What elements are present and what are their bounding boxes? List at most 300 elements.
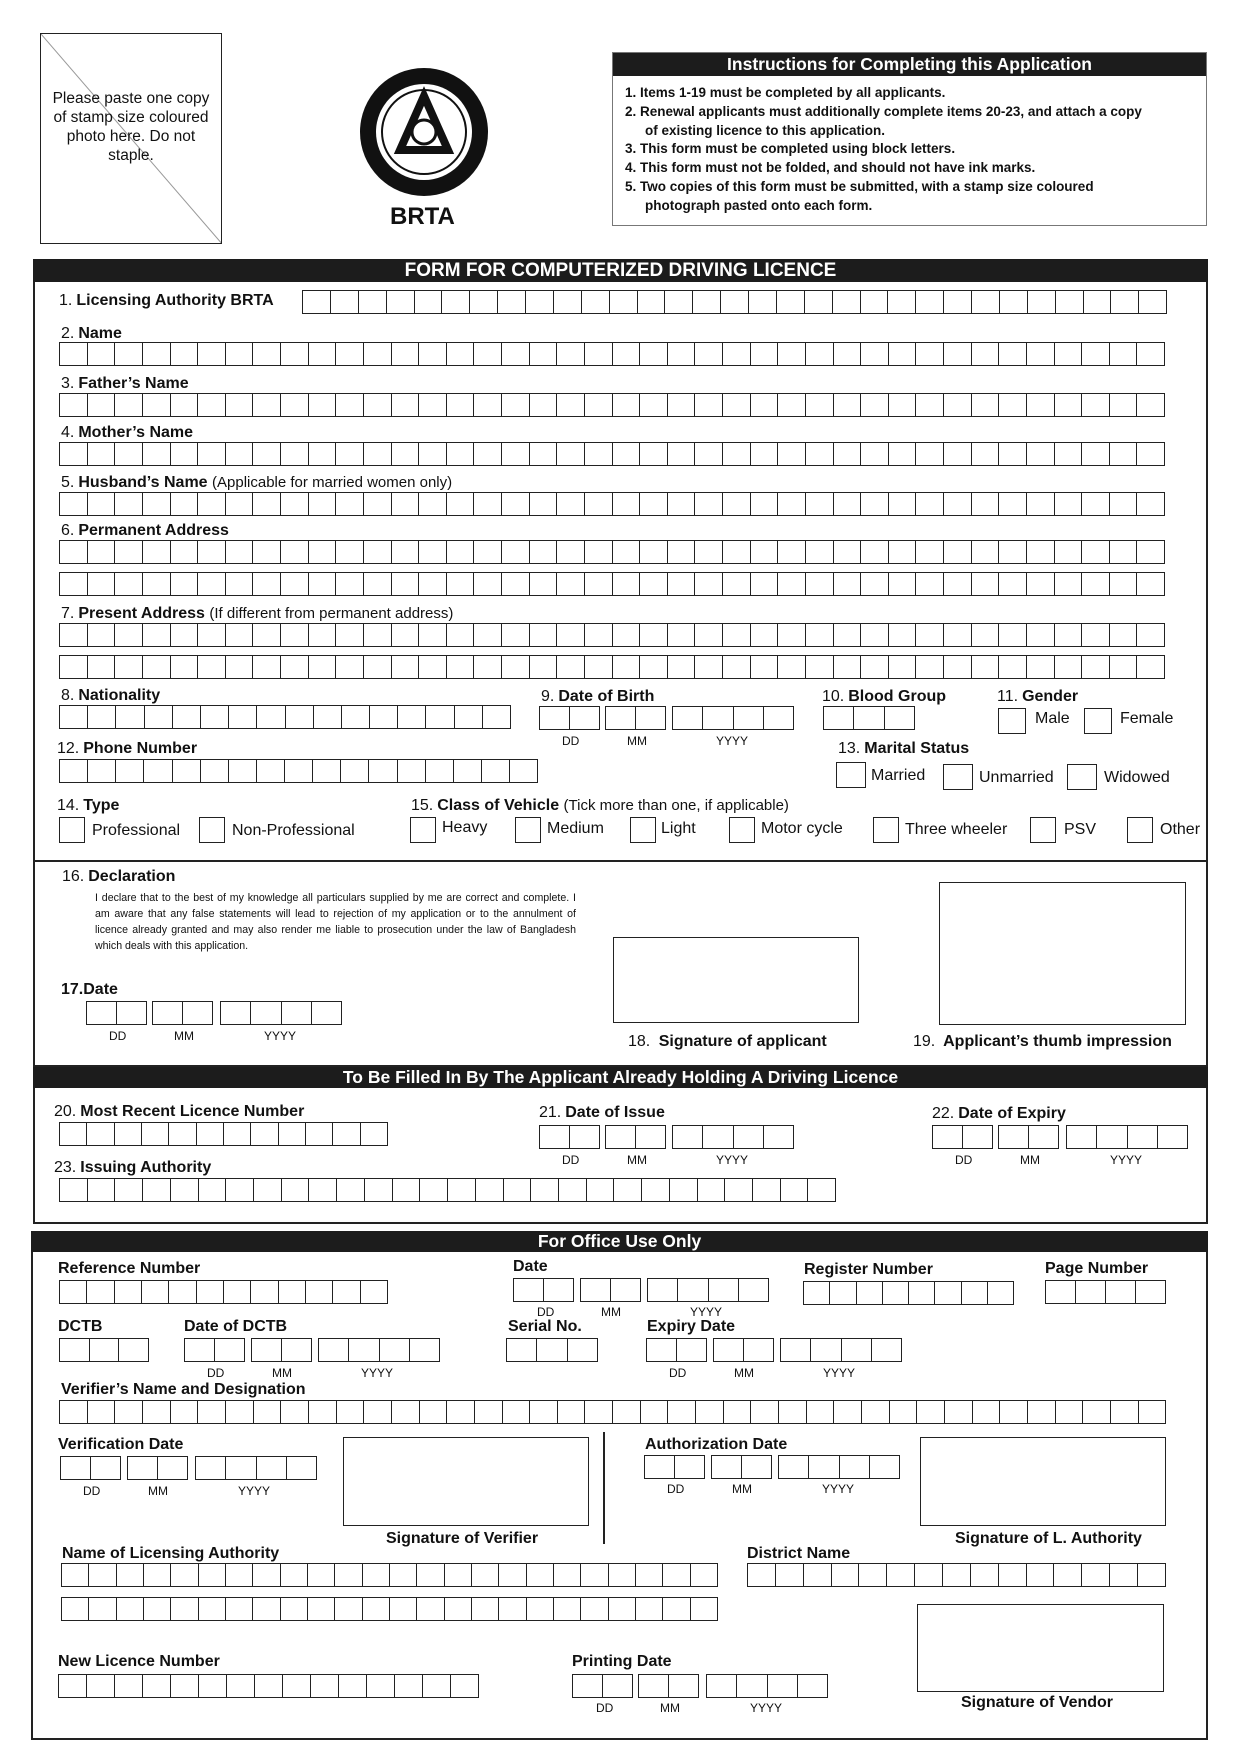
char-cell[interactable] (60, 760, 88, 782)
char-cell[interactable] (363, 1564, 390, 1586)
char-cell[interactable] (832, 1564, 860, 1586)
char-cell[interactable] (889, 573, 917, 595)
char-cell[interactable] (691, 1598, 718, 1620)
char-cell[interactable] (257, 760, 285, 782)
char-cell[interactable] (309, 573, 337, 595)
char-cell[interactable] (88, 493, 116, 515)
char-cell[interactable] (257, 706, 285, 728)
issue-date-yyyy[interactable] (672, 1125, 794, 1149)
char-cell[interactable] (502, 624, 530, 646)
char-cell[interactable] (1027, 343, 1055, 365)
char-cell[interactable] (171, 541, 199, 563)
char-cell[interactable] (442, 291, 470, 313)
char-cell[interactable] (889, 624, 917, 646)
char-cell[interactable] (502, 493, 530, 515)
char-cell[interactable] (283, 1675, 311, 1697)
char-cell[interactable] (582, 291, 610, 313)
char-cell[interactable] (778, 343, 806, 365)
char-cell[interactable] (742, 1456, 772, 1478)
char-cell[interactable] (962, 1282, 988, 1304)
char-cell[interactable] (857, 1282, 883, 1304)
char-cell[interactable] (887, 1564, 915, 1586)
char-cell[interactable] (281, 394, 309, 416)
char-cell[interactable] (751, 573, 779, 595)
char-cell[interactable] (60, 624, 88, 646)
char-cell[interactable] (585, 624, 613, 646)
char-cell[interactable] (1137, 541, 1165, 563)
char-cell[interactable] (337, 1401, 365, 1423)
char-cell[interactable] (557, 624, 585, 646)
char-cell[interactable] (614, 1179, 642, 1201)
char-cell[interactable] (807, 1401, 835, 1423)
char-cell[interactable] (169, 1281, 196, 1303)
char-cell[interactable] (226, 1564, 253, 1586)
char-cell[interactable] (806, 394, 834, 416)
char-cell[interactable] (714, 1339, 744, 1361)
char-cell[interactable] (364, 443, 392, 465)
vehicle-other-checkbox[interactable] (1127, 817, 1153, 843)
char-cell[interactable] (888, 291, 916, 313)
char-cell[interactable] (474, 493, 502, 515)
char-cell[interactable] (1082, 624, 1110, 646)
char-cell[interactable] (673, 1126, 703, 1148)
applicant-signature-box[interactable] (613, 937, 859, 1023)
char-cell[interactable] (972, 624, 1000, 646)
char-cell[interactable] (778, 656, 806, 678)
char-cell[interactable] (609, 1598, 636, 1620)
char-cell[interactable] (474, 656, 502, 678)
char-cell[interactable] (198, 443, 226, 465)
char-cell[interactable] (668, 394, 696, 416)
char-cell[interactable] (751, 394, 779, 416)
char-cell[interactable] (143, 1179, 171, 1201)
char-cell[interactable] (585, 573, 613, 595)
char-cell[interactable] (392, 573, 420, 595)
char-cell[interactable] (510, 760, 538, 782)
char-cell[interactable] (668, 493, 696, 515)
char-cell[interactable] (319, 1339, 349, 1361)
printing-date-dd[interactable] (572, 1674, 633, 1698)
char-cell[interactable] (581, 1564, 608, 1586)
char-cell[interactable] (834, 1401, 862, 1423)
char-cell[interactable] (861, 443, 889, 465)
char-cell[interactable] (778, 541, 806, 563)
char-cell[interactable] (723, 624, 751, 646)
char-cell[interactable] (62, 1598, 89, 1620)
declaration-date-mm[interactable] (152, 1001, 213, 1025)
char-cell[interactable] (380, 1339, 410, 1361)
expiry-date-yyyy[interactable] (1066, 1125, 1188, 1149)
char-cell[interactable] (143, 493, 171, 515)
register-number-field[interactable] (803, 1281, 1014, 1305)
char-cell[interactable] (144, 1564, 171, 1586)
char-cell[interactable] (395, 1675, 423, 1697)
char-cell[interactable] (254, 1401, 282, 1423)
char-cell[interactable] (410, 1339, 440, 1361)
char-cell[interactable] (1137, 343, 1165, 365)
char-cell[interactable] (861, 573, 889, 595)
char-cell[interactable] (557, 656, 585, 678)
char-cell[interactable] (142, 1281, 169, 1303)
char-cell[interactable] (999, 1564, 1027, 1586)
char-cell[interactable] (640, 656, 668, 678)
char-cell[interactable] (309, 541, 337, 563)
char-cell[interactable] (185, 1339, 215, 1361)
char-cell[interactable] (1082, 1564, 1110, 1586)
char-cell[interactable] (387, 291, 415, 313)
char-cell[interactable] (392, 541, 420, 563)
char-cell[interactable] (834, 343, 862, 365)
char-cell[interactable] (585, 541, 613, 563)
vehicle-heavy-checkbox[interactable] (410, 817, 436, 843)
char-cell[interactable] (171, 573, 199, 595)
char-cell[interactable] (502, 541, 530, 563)
char-cell[interactable] (916, 343, 944, 365)
char-cell[interactable] (361, 1281, 388, 1303)
char-cell[interactable] (415, 291, 443, 313)
char-cell[interactable] (281, 1598, 308, 1620)
dctb-date-yyyy[interactable] (318, 1338, 440, 1362)
char-cell[interactable] (557, 343, 585, 365)
char-cell[interactable] (916, 624, 944, 646)
char-cell[interactable] (336, 656, 364, 678)
char-cell[interactable] (1137, 493, 1165, 515)
char-cell[interactable] (693, 291, 721, 313)
char-cell[interactable] (842, 1339, 872, 1361)
char-cell[interactable] (507, 1339, 537, 1361)
char-cell[interactable] (663, 1564, 690, 1586)
char-cell[interactable] (309, 656, 337, 678)
char-cell[interactable] (695, 656, 723, 678)
char-cell[interactable] (558, 1401, 586, 1423)
dctb-date-mm[interactable] (251, 1338, 312, 1362)
char-cell[interactable] (364, 1401, 392, 1423)
char-cell[interactable] (1084, 291, 1112, 313)
dctb-date-dd[interactable] (184, 1338, 245, 1362)
char-cell[interactable] (88, 760, 116, 782)
char-cell[interactable] (1027, 443, 1055, 465)
char-cell[interactable] (606, 707, 636, 729)
char-cell[interactable] (1056, 291, 1084, 313)
char-cell[interactable] (751, 443, 779, 465)
char-cell[interactable] (1137, 394, 1165, 416)
char-cell[interactable] (392, 624, 420, 646)
char-cell[interactable] (392, 443, 420, 465)
char-cell[interactable] (88, 1179, 116, 1201)
char-cell[interactable] (609, 1564, 636, 1586)
char-cell[interactable] (87, 1123, 114, 1145)
char-cell[interactable] (889, 443, 917, 465)
char-cell[interactable] (889, 343, 917, 365)
char-cell[interactable] (197, 1281, 224, 1303)
char-cell[interactable] (474, 443, 502, 465)
char-cell[interactable] (1137, 656, 1165, 678)
declaration-date-yyyy[interactable] (220, 1001, 342, 1025)
char-cell[interactable] (640, 573, 668, 595)
char-cell[interactable] (723, 573, 751, 595)
char-cell[interactable] (364, 624, 392, 646)
char-cell[interactable] (611, 1279, 641, 1301)
char-cell[interactable] (540, 707, 570, 729)
char-cell[interactable] (861, 493, 889, 515)
char-cell[interactable] (423, 1675, 451, 1697)
type-professional-checkbox[interactable] (59, 817, 85, 843)
char-cell[interactable] (309, 343, 337, 365)
char-cell[interactable] (804, 1564, 832, 1586)
char-cell[interactable] (917, 1401, 945, 1423)
char-cell[interactable] (311, 1675, 339, 1697)
char-cell[interactable] (753, 1179, 781, 1201)
char-cell[interactable] (89, 1564, 116, 1586)
char-cell[interactable] (331, 291, 359, 313)
char-cell[interactable] (834, 394, 862, 416)
vendor-signature-box[interactable] (917, 1604, 1164, 1692)
char-cell[interactable] (723, 656, 751, 678)
office-date-mm[interactable] (580, 1278, 641, 1302)
char-cell[interactable] (972, 573, 1000, 595)
marital-widowed-checkbox[interactable] (1067, 764, 1097, 790)
gender-male-checkbox[interactable] (998, 708, 1026, 734)
char-cell[interactable] (483, 706, 511, 728)
char-cell[interactable] (1137, 624, 1165, 646)
char-cell[interactable] (944, 541, 972, 563)
char-cell[interactable] (197, 1123, 224, 1145)
mother-name-field[interactable] (59, 442, 1165, 466)
char-cell[interactable] (199, 1675, 227, 1697)
char-cell[interactable] (447, 394, 475, 416)
char-cell[interactable] (226, 573, 254, 595)
char-cell[interactable] (89, 1598, 116, 1620)
char-cell[interactable] (1027, 656, 1055, 678)
char-cell[interactable] (226, 656, 254, 678)
char-cell[interactable] (526, 291, 554, 313)
char-cell[interactable] (1027, 394, 1055, 416)
char-cell[interactable] (764, 707, 794, 729)
char-cell[interactable] (143, 624, 171, 646)
char-cell[interactable] (723, 493, 751, 515)
char-cell[interactable] (474, 624, 502, 646)
blood-group-field[interactable] (823, 706, 915, 730)
char-cell[interactable] (60, 394, 88, 416)
char-cell[interactable] (530, 493, 558, 515)
char-cell[interactable] (613, 394, 641, 416)
char-cell[interactable] (585, 493, 613, 515)
char-cell[interactable] (916, 656, 944, 678)
char-cell[interactable] (226, 394, 254, 416)
char-cell[interactable] (253, 573, 281, 595)
char-cell[interactable] (499, 1564, 526, 1586)
char-cell[interactable] (636, 1126, 666, 1148)
permanent-address-field-2[interactable] (59, 572, 1165, 596)
printing-date-yyyy[interactable] (706, 1674, 828, 1698)
char-cell[interactable] (1082, 541, 1110, 563)
char-cell[interactable] (806, 493, 834, 515)
char-cell[interactable] (309, 624, 337, 646)
char-cell[interactable] (474, 343, 502, 365)
char-cell[interactable] (426, 760, 454, 782)
char-cell[interactable] (779, 1456, 809, 1478)
char-cell[interactable] (447, 541, 475, 563)
char-cell[interactable] (144, 1598, 171, 1620)
char-cell[interactable] (309, 493, 337, 515)
char-cell[interactable] (87, 1281, 114, 1303)
char-cell[interactable] (115, 394, 143, 416)
char-cell[interactable] (115, 1675, 143, 1697)
char-cell[interactable] (1136, 1281, 1166, 1303)
char-cell[interactable] (171, 343, 199, 365)
char-cell[interactable] (830, 1282, 856, 1304)
char-cell[interactable] (636, 707, 666, 729)
char-cell[interactable] (712, 1456, 742, 1478)
declaration-date-dd[interactable] (86, 1001, 147, 1025)
char-cell[interactable] (226, 443, 254, 465)
char-cell[interactable] (695, 541, 723, 563)
char-cell[interactable] (472, 1564, 499, 1586)
char-cell[interactable] (861, 541, 889, 563)
char-cell[interactable] (349, 1339, 379, 1361)
char-cell[interactable] (544, 1279, 574, 1301)
char-cell[interactable] (333, 1281, 360, 1303)
char-cell[interactable] (281, 1401, 309, 1423)
char-cell[interactable] (678, 1279, 708, 1301)
char-cell[interactable] (916, 394, 944, 416)
char-cell[interactable] (1082, 394, 1110, 416)
char-cell[interactable] (557, 443, 585, 465)
char-cell[interactable] (253, 656, 281, 678)
char-cell[interactable] (115, 493, 143, 515)
char-cell[interactable] (585, 343, 613, 365)
char-cell[interactable] (282, 1002, 312, 1024)
present-address-field-2[interactable] (59, 655, 1165, 679)
char-cell[interactable] (336, 541, 364, 563)
char-cell[interactable] (557, 394, 585, 416)
char-cell[interactable] (613, 573, 641, 595)
char-cell[interactable] (1082, 443, 1110, 465)
char-cell[interactable] (419, 656, 447, 678)
char-cell[interactable] (613, 541, 641, 563)
char-cell[interactable] (915, 1564, 943, 1586)
char-cell[interactable] (143, 343, 171, 365)
char-cell[interactable] (226, 493, 254, 515)
char-cell[interactable] (336, 624, 364, 646)
verification-date-mm[interactable] (127, 1456, 188, 1480)
char-cell[interactable] (60, 443, 88, 465)
char-cell[interactable] (973, 1401, 1001, 1423)
char-cell[interactable] (809, 1456, 839, 1478)
char-cell[interactable] (707, 1675, 737, 1697)
char-cell[interactable] (537, 1339, 567, 1361)
char-cell[interactable] (313, 760, 341, 782)
char-cell[interactable] (253, 443, 281, 465)
char-cell[interactable] (364, 394, 392, 416)
char-cell[interactable] (115, 541, 143, 563)
char-cell[interactable] (419, 343, 447, 365)
char-cell[interactable] (361, 1123, 388, 1145)
char-cell[interactable] (1106, 1281, 1136, 1303)
char-cell[interactable] (257, 1457, 287, 1479)
char-cell[interactable] (88, 656, 116, 678)
char-cell[interactable] (751, 343, 779, 365)
char-cell[interactable] (638, 291, 666, 313)
char-cell[interactable] (1055, 541, 1083, 563)
char-cell[interactable] (613, 656, 641, 678)
char-cell[interactable] (171, 1675, 199, 1697)
char-cell[interactable] (1055, 493, 1083, 515)
char-cell[interactable] (677, 1339, 707, 1361)
char-cell[interactable] (668, 656, 696, 678)
type-non-professional-checkbox[interactable] (199, 817, 225, 843)
char-cell[interactable] (253, 1564, 280, 1586)
char-cell[interactable] (603, 1675, 633, 1697)
char-cell[interactable] (502, 443, 530, 465)
char-cell[interactable] (282, 1339, 312, 1361)
char-cell[interactable] (749, 291, 777, 313)
office-date-dd[interactable] (513, 1278, 574, 1302)
char-cell[interactable] (337, 1179, 365, 1201)
verifier-name-field[interactable] (59, 1400, 1166, 1424)
char-cell[interactable] (226, 541, 254, 563)
char-cell[interactable] (369, 760, 397, 782)
issue-date-mm[interactable] (605, 1125, 666, 1149)
char-cell[interactable] (531, 1179, 559, 1201)
char-cell[interactable] (169, 1123, 196, 1145)
char-cell[interactable] (281, 624, 309, 646)
char-cell[interactable] (285, 760, 313, 782)
char-cell[interactable] (944, 624, 972, 646)
char-cell[interactable] (724, 1401, 752, 1423)
char-cell[interactable] (723, 541, 751, 563)
char-cell[interactable] (709, 1279, 739, 1301)
char-cell[interactable] (198, 394, 226, 416)
char-cell[interactable] (1082, 573, 1110, 595)
char-cell[interactable] (1137, 443, 1165, 465)
char-cell[interactable] (419, 573, 447, 595)
new-licence-field[interactable] (58, 1674, 479, 1698)
char-cell[interactable] (251, 1123, 278, 1145)
char-cell[interactable] (734, 707, 764, 729)
char-cell[interactable] (309, 1401, 337, 1423)
char-cell[interactable] (279, 1281, 306, 1303)
char-cell[interactable] (806, 656, 834, 678)
char-cell[interactable] (872, 1339, 902, 1361)
licensing-authority-name-field-2[interactable] (61, 1597, 718, 1621)
char-cell[interactable] (670, 1179, 698, 1201)
char-cell[interactable] (308, 1564, 335, 1586)
char-cell[interactable] (367, 1675, 395, 1697)
char-cell[interactable] (999, 541, 1027, 563)
char-cell[interactable] (824, 707, 854, 729)
char-cell[interactable] (91, 1457, 121, 1479)
char-cell[interactable] (198, 573, 226, 595)
char-cell[interactable] (889, 656, 917, 678)
char-cell[interactable] (636, 1564, 663, 1586)
char-cell[interactable] (1055, 394, 1083, 416)
char-cell[interactable] (944, 493, 972, 515)
char-cell[interactable] (115, 1281, 142, 1303)
char-cell[interactable] (336, 343, 364, 365)
char-cell[interactable] (581, 1598, 608, 1620)
char-cell[interactable] (1110, 541, 1138, 563)
char-cell[interactable] (999, 443, 1027, 465)
char-cell[interactable] (972, 541, 1000, 563)
char-cell[interactable] (393, 1179, 421, 1201)
char-cell[interactable] (1097, 1126, 1127, 1148)
char-cell[interactable] (392, 343, 420, 365)
district-name-field[interactable] (747, 1563, 1166, 1587)
verifier-signature-box[interactable] (343, 1437, 589, 1526)
char-cell[interactable] (226, 1598, 253, 1620)
char-cell[interactable] (668, 541, 696, 563)
